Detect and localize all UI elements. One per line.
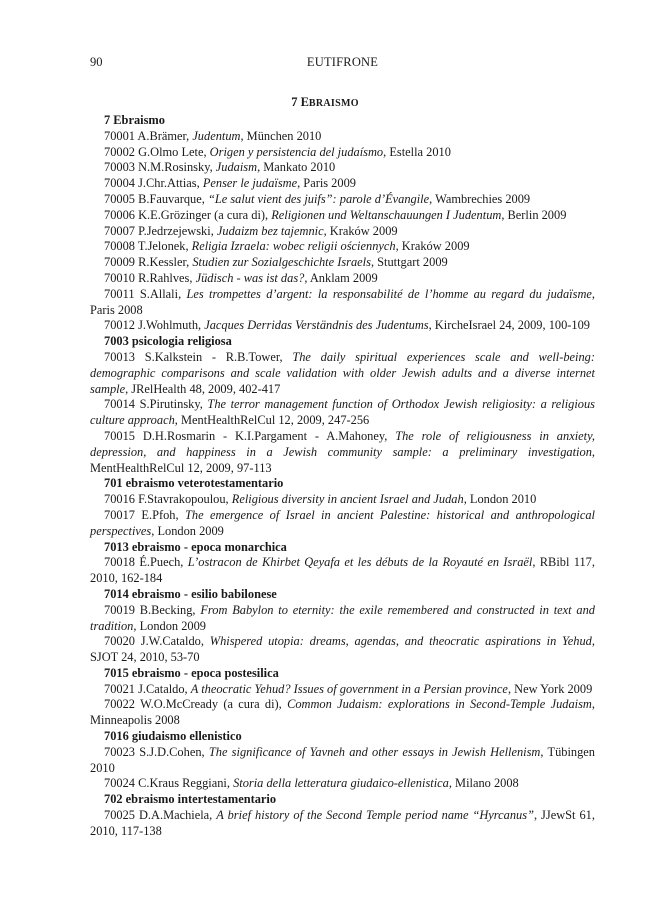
bibliography-entry <box>90 255 595 271</box>
entry-publication: , London 2009 <box>133 618 206 633</box>
entry-author: J.W.Cataldo, <box>140 634 210 649</box>
entry-code: 70001 <box>104 128 135 143</box>
entry-title: The emergence of Israel in ancient Palestine: historical and anthropological perspectives <box>90 507 595 538</box>
entry-title: Les trompettes d’argent: la responsabilité de l’homme au regard du judaïsme <box>186 286 592 301</box>
bibliography-entry <box>90 697 595 729</box>
bibliography-entry <box>90 555 595 587</box>
entry-space <box>135 429 143 443</box>
entry-code: 70003 <box>104 160 135 175</box>
bibliography-entry <box>90 634 595 666</box>
chapter-heading <box>0 95 650 110</box>
entry-title: Judentum <box>192 128 241 143</box>
section-heading: 7015 ebraismo - epoca postesilica <box>104 665 279 680</box>
bibliography-entry <box>90 208 595 224</box>
entry-code: 70022 <box>104 697 135 712</box>
entry-publication: , Berlin 2009 <box>501 207 567 222</box>
bibliography-entry <box>90 224 595 240</box>
entry-code: 70006 <box>104 207 135 222</box>
entry-title: Jacques Derridas Verständnis des Judentums <box>204 318 429 333</box>
entry-publication: , Mankato 2010 <box>257 160 336 175</box>
entry-code: 70013 <box>104 349 135 364</box>
entry-code: 70018 <box>104 555 135 570</box>
entry-code: 70020 <box>104 634 135 649</box>
entry-publication: , KircheIsrael 24, 2009, 100-109 <box>428 318 590 333</box>
entry-code: 70010 <box>104 270 135 285</box>
entry-author: J.Chr.Attias, <box>138 176 203 191</box>
entry-publication: , New York 2009 <box>507 681 593 696</box>
bibliography-entry <box>90 350 595 397</box>
entry-title: A theocratic Yehud? Issues of government in a Persian province <box>190 681 508 696</box>
entry-code: 70019 <box>104 602 135 617</box>
entry-title: “Le salut vient des juifs”: parole d’Évangile <box>207 191 430 206</box>
bibliography-entry <box>90 318 595 334</box>
entry-publication: , Estella 2010 <box>383 144 451 159</box>
section-heading: 7013 ebraismo - epoca monarchica <box>104 539 287 554</box>
entry-publication: , SJOT 24, 2010, 53-70 <box>90 634 595 665</box>
entry-code: 70011 <box>104 286 135 301</box>
entry-author: J.Wohlmuth, <box>138 318 205 333</box>
entry-publication: , Wambrechies 2009 <box>429 191 531 206</box>
bibliography-entry <box>90 239 595 255</box>
bibliography-entry <box>90 429 595 476</box>
bibliography-entry <box>90 192 595 208</box>
page-number: 90 <box>90 55 103 69</box>
bibliography-entry <box>90 682 595 698</box>
bibliography-entry <box>90 129 595 145</box>
entry-publication: , Stuttgart 2009 <box>370 255 448 270</box>
bibliography-entry <box>90 176 595 192</box>
entry-title: The significance of Yavneh and other essays in Jewish Hellenism <box>208 744 541 759</box>
entry-code: 70021 <box>104 681 135 696</box>
bibliography-entry <box>90 603 595 635</box>
entry-code: 70014 <box>104 397 135 412</box>
entry-author: S.Pirutinsky, <box>139 397 208 412</box>
entry-title: Studien zur Sozialgeschichte Israels <box>192 255 371 270</box>
entry-author: B.Fauvarque, <box>138 191 208 206</box>
entry-code: 70015 <box>104 428 135 443</box>
entry-code: 70016 <box>104 492 135 507</box>
entry-code: 70002 <box>104 144 135 159</box>
bibliography-entry <box>90 808 595 840</box>
entry-author: A.Brämer, <box>137 128 193 143</box>
section-heading: 7003 psicologia religiosa <box>104 334 232 349</box>
entry-code: 70025 <box>104 808 135 823</box>
entry-author: S.Allali, <box>139 286 187 301</box>
entry-space <box>135 350 145 364</box>
entry-publication: , Anklam 2009 <box>304 270 378 285</box>
entry-title: Common Judaism: explorations in Second-Temple Judaism <box>287 697 592 712</box>
entry-title: A brief history of the Second Temple period name “Hyrcanus” <box>216 808 534 823</box>
bibliography-entry <box>90 508 595 540</box>
entry-author: D.H.Rosmarin - K.I.Pargament - A.Mahoney, <box>142 428 396 443</box>
entry-code: 70023 <box>104 744 135 759</box>
entry-title: The terror management function of Orthodox Jewish religiosity: a religious culture approach <box>90 397 595 428</box>
chapter-number: 7 <box>291 95 298 109</box>
bibliography-entry <box>90 160 595 176</box>
entry-title: Religia Izraela: wobec religii ościennych <box>191 239 396 254</box>
entry-author: R.Kessler, <box>138 255 193 270</box>
entry-author: S.J.D.Cohen, <box>139 744 209 759</box>
entry-publication: , Minneapolis 2008 <box>90 697 595 728</box>
entry-publication: , RBibl 117, 2010, 162-184 <box>90 555 595 586</box>
bibliography-entry <box>90 145 595 161</box>
entry-author: S.Kalkstein - R.B.Tower, <box>144 349 293 364</box>
entry-author: N.M.Rosinsky, <box>138 160 216 175</box>
entry-code: 70012 <box>104 318 135 333</box>
entry-title: Jüdisch - was ist das? <box>195 270 305 285</box>
entry-code: 70005 <box>104 191 135 206</box>
entry-title: Storia della letteratura giudaico-ellenistica <box>233 776 449 791</box>
section-heading: 7014 ebraismo - esilio babilonese <box>104 586 277 601</box>
entry-title: Religionen und Weltanschauungen I Judentum <box>271 207 502 222</box>
entry-title: The role of religiousness in anxiety, depression, and happiness in a Jewish community sample: a preliminary investigation <box>90 428 595 459</box>
entry-publication: , München 2010 <box>240 128 322 143</box>
entry-publication: , MentHealthRelCul 12, 2009, 247-256 <box>174 413 370 428</box>
entry-code: 70007 <box>104 223 135 238</box>
entry-author: F.Stavrakopoulou, <box>138 492 232 507</box>
page-header <box>90 55 595 71</box>
entry-title: Religious diversity in ancient Israel and Judah <box>231 492 464 507</box>
entry-publication: , London 2010 <box>463 492 537 507</box>
entry-title: Judaizm bez tajemnic <box>216 223 324 238</box>
entry-title: Judaism <box>215 160 258 175</box>
entry-title: Penser le judaïsme <box>202 176 298 191</box>
entry-author: G.Olmo Lete, <box>138 144 210 159</box>
bibliography-list <box>90 113 595 840</box>
section-heading: 702 ebraismo intertestamentario <box>104 792 277 807</box>
entry-author: É.Puech, <box>139 555 188 570</box>
bibliography-entry <box>90 271 595 287</box>
entry-publication: , Paris 2009 <box>297 176 356 191</box>
bibliography-entry <box>90 287 595 319</box>
bibliography-entry <box>90 776 595 792</box>
bibliography-entry <box>90 745 595 777</box>
entry-code: 70024 <box>104 776 135 791</box>
entry-code: 70017 <box>104 507 135 522</box>
entry-code: 70004 <box>104 176 135 191</box>
chapter-rest: BRAISMO <box>308 98 359 109</box>
entry-publication: , MentHealthRelCul 12, 2009, 97-113 <box>90 444 595 475</box>
entry-publication: , Tübingen 2010 <box>90 744 595 775</box>
entry-author: T.Jelonek, <box>137 239 192 254</box>
section-heading: 7016 giudaismo ellenistico <box>104 729 242 744</box>
entry-author: R.Rahlves, <box>138 270 196 285</box>
entry-author: P.Jedrzejewski, <box>138 223 217 238</box>
entry-publication: , Milano 2008 <box>448 776 519 791</box>
entry-author: D.A.Machiela, <box>138 808 217 823</box>
entry-author: W.O.McCready (a cura di), <box>140 697 288 712</box>
entry-title: The daily spiritual experiences scale and well-being: demographic comparisons and scale validation with older Jewish adults and a diverse internet sample <box>90 349 595 396</box>
entry-title: L’ostracon de Khirbet Qeyafa et les débuts de la Royauté en Israël <box>187 555 533 570</box>
bibliography-entry <box>90 492 595 508</box>
entry-publication: , London 2009 <box>151 523 224 538</box>
entry-author: J.Cataldo, <box>138 681 191 696</box>
entry-code: 70008 <box>104 239 135 254</box>
section-heading: 7 Ebraismo <box>104 113 165 127</box>
entry-author: K.E.Grözinger (a cura di), <box>138 207 272 222</box>
entry-publication: , Paris 2008 <box>90 286 595 317</box>
entry-title: Whispered utopia: dreams, agendas, and theocratic aspirations in Yehud <box>209 634 592 649</box>
entry-author: B.Becking, <box>139 602 201 617</box>
entry-publication: , Kraków 2009 <box>323 223 398 238</box>
entry-publication: , JJewSt 61, 2010, 117-138 <box>90 808 595 838</box>
entry-publication: , Kraków 2009 <box>395 239 470 254</box>
entry-publication: , JRelHealth 48, 2009, 402-417 <box>125 381 281 396</box>
entry-title: From Babylon to eternity: the exile remembered and constructed in text and tradition <box>90 602 595 633</box>
section-heading: 701 ebraismo veterotestamentario <box>104 476 284 491</box>
chapter-initial: E <box>300 95 309 109</box>
entry-title: Origen y persistencia del judaísmo <box>209 144 384 159</box>
bibliography-entry <box>90 397 595 429</box>
entry-author: C.Kraus Reggiani, <box>138 776 234 791</box>
entry-author: E.Pfoh, <box>141 507 186 522</box>
entry-code: 70009 <box>104 255 135 270</box>
running-title: EUTIFRONE <box>306 55 379 69</box>
